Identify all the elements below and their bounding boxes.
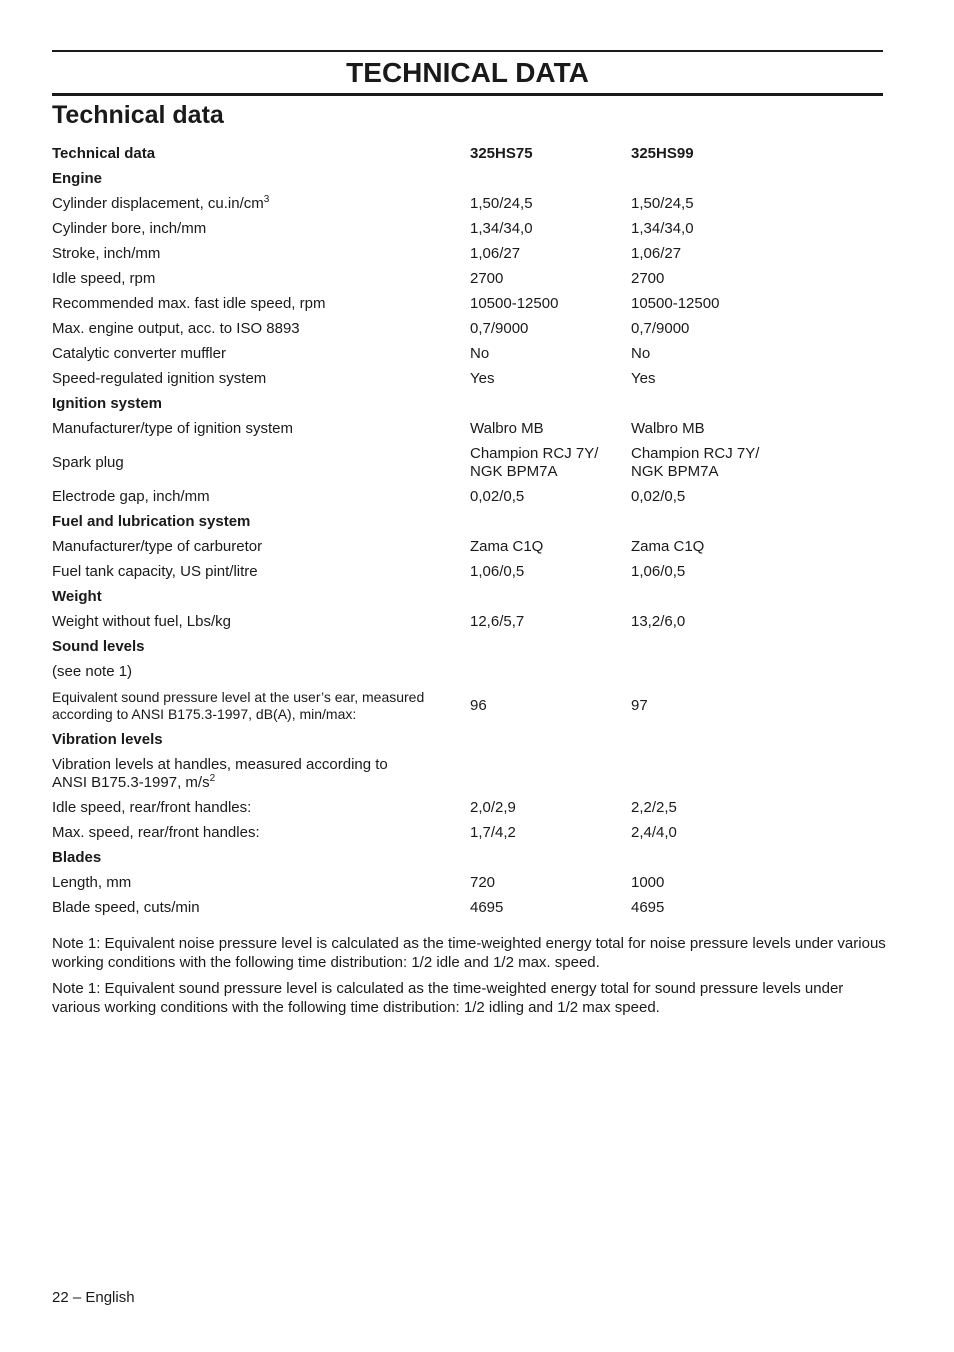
row-value: 1,50/24,5 xyxy=(631,194,694,212)
row-label: Cylinder displacement, $cu.in/cm^3$ xyxy=(52,193,270,212)
table-row xyxy=(52,870,883,895)
row-value: Champion RCJ 7Y/ NGK BPM7A xyxy=(470,444,599,480)
row-label: Idle speed, rear/front handles: xyxy=(52,798,252,816)
table-row xyxy=(52,266,883,291)
table-row xyxy=(52,484,883,509)
banner-title: TECHNICAL DATA xyxy=(346,57,589,88)
row-value: 13,2/6,0 xyxy=(631,612,686,630)
table-header-row xyxy=(52,141,883,166)
table-row xyxy=(52,366,883,391)
row-value: 96 xyxy=(470,696,487,714)
table-row xyxy=(52,584,883,609)
row-label: Blade speed, cuts/min xyxy=(52,898,200,916)
table-row xyxy=(52,241,883,266)
row-value: 2,0/2,9 xyxy=(470,798,516,816)
row-label: Stroke, inch/mm xyxy=(52,244,161,262)
table-row xyxy=(52,634,883,659)
row-value: 2700 xyxy=(470,269,504,287)
row-value: 2,4/4,0 xyxy=(631,823,677,841)
row-value: 2,2/2,5 xyxy=(631,798,677,816)
table-row xyxy=(52,216,883,241)
row-label: Equivalent sound pressure level at the user’s ear, measured according to ANSI B175.3-1997, dB(A), min/max: xyxy=(52,688,425,722)
table-row xyxy=(52,820,883,845)
group-heading-vibration: Vibration levels xyxy=(52,730,163,748)
row-label: Max. speed, rear/front handles: xyxy=(52,823,260,841)
group-heading-weight: Weight xyxy=(52,587,102,605)
row-value: 2700 xyxy=(631,269,665,287)
table-row xyxy=(52,609,883,634)
row-value: 720 xyxy=(470,873,496,891)
spec-table xyxy=(52,141,883,920)
row-label: Fuel tank capacity, US pint/litre xyxy=(52,562,258,580)
row-label: Manufacturer/type of carburetor xyxy=(52,537,263,555)
row-label: Recommended max. fast idle speed, rpm xyxy=(52,294,326,312)
row-value: 0,02/0,5 xyxy=(631,487,686,505)
row-label: Manufacturer/type of ignition system xyxy=(52,419,293,437)
table-row xyxy=(52,416,883,441)
row-value: 0,7/9000 xyxy=(470,319,529,337)
group-heading-ignition: Ignition system xyxy=(52,394,163,412)
row-value: Zama C1Q xyxy=(470,537,544,555)
group-heading-sound: Sound levels xyxy=(52,637,145,655)
table-row xyxy=(52,509,883,534)
row-label: Speed-regulated ignition system xyxy=(52,369,267,387)
group-heading-blades: Blades xyxy=(52,848,102,866)
row-value: 4695 xyxy=(470,898,504,916)
row-value: 1,06/27 xyxy=(631,244,682,262)
row-value: Walbro MB xyxy=(631,419,705,437)
table-row xyxy=(52,795,883,820)
row-label: Vibration levels at handles, measured according to ANSI B175.3-1997, $m/s^2$ xyxy=(52,755,388,791)
notes xyxy=(52,934,892,1024)
header-model-325hs75: 325HS75 xyxy=(470,144,533,162)
row-label: Electrode gap, inch/mm xyxy=(52,487,210,505)
row-value: 1,06/0,5 xyxy=(470,562,525,580)
group-heading-fuel: Fuel and lubrication system xyxy=(52,512,251,530)
table-row xyxy=(52,845,883,870)
row-value: 1,06/27 xyxy=(470,244,521,262)
row-value: 1000 xyxy=(631,873,665,891)
row-value: 1,34/34,0 xyxy=(631,219,694,237)
row-label: Length, mm xyxy=(52,873,132,891)
table-row xyxy=(52,191,883,216)
row-value: 1,06/0,5 xyxy=(631,562,686,580)
row-value: 0,7/9000 xyxy=(631,319,690,337)
row-value: Champion RCJ 7Y/ NGK BPM7A xyxy=(631,444,760,480)
top-rule xyxy=(52,50,883,52)
note-paragraph: Note 1: Equivalent noise pressure level is calculated as the time-weighted energy total for noise pressure levels under various working conditions with the following time distribution: 1/2 idle and 1/2 max. speed. xyxy=(52,935,886,971)
row-value: 97 xyxy=(631,696,648,714)
row-value: 0,02/0,5 xyxy=(470,487,525,505)
row-label: Cylinder bore, inch/mm xyxy=(52,219,207,237)
row-value: 10500-12500 xyxy=(470,294,559,312)
table-row xyxy=(52,752,883,795)
table-row xyxy=(52,684,883,727)
row-value: No xyxy=(470,344,490,362)
row-value: 1,50/24,5 xyxy=(470,194,533,212)
row-value: Yes xyxy=(631,369,656,387)
row-value: 4695 xyxy=(631,898,665,916)
table-row xyxy=(52,316,883,341)
row-value: Walbro MB xyxy=(470,419,544,437)
table-row xyxy=(52,441,883,484)
row-label: (see note 1) xyxy=(52,662,133,680)
note-paragraph: Note 1: Equivalent sound pressure level is calculated as the time-weighted energy total for sound pressure levels under various working conditions with the following time distribution: 1/2 idling and 1/2 max speed. xyxy=(52,980,844,1016)
table-row xyxy=(52,659,883,684)
table-row xyxy=(52,291,883,316)
row-value: Zama C1Q xyxy=(631,537,705,555)
section-title: Technical data xyxy=(52,101,224,129)
row-label: Max. engine output, acc. to ISO 8893 xyxy=(52,319,300,337)
row-label: Weight without fuel, Lbs/kg xyxy=(52,612,231,630)
header-label: Technical data xyxy=(52,144,156,162)
page-footer: 22 – English xyxy=(52,1289,135,1306)
row-value: 1,7/4,2 xyxy=(470,823,516,841)
row-value: 12,6/5,7 xyxy=(470,612,525,630)
table-row xyxy=(52,391,883,416)
table-row xyxy=(52,727,883,752)
header-model-325hs99: 325HS99 xyxy=(631,144,694,162)
row-label: Catalytic converter muffler xyxy=(52,344,226,362)
table-row xyxy=(52,341,883,366)
table-row xyxy=(52,559,883,584)
row-value: Yes xyxy=(470,369,495,387)
row-value: No xyxy=(631,344,651,362)
row-label: Idle speed, rpm xyxy=(52,269,156,287)
table-row xyxy=(52,166,883,191)
row-value: 10500-12500 xyxy=(631,294,720,312)
table-row xyxy=(52,534,883,559)
group-heading-engine: Engine xyxy=(52,169,103,187)
banner-underline xyxy=(52,93,883,96)
row-value: 1,34/34,0 xyxy=(470,219,533,237)
row-label: Spark plug xyxy=(52,453,124,471)
table-row xyxy=(52,895,883,920)
